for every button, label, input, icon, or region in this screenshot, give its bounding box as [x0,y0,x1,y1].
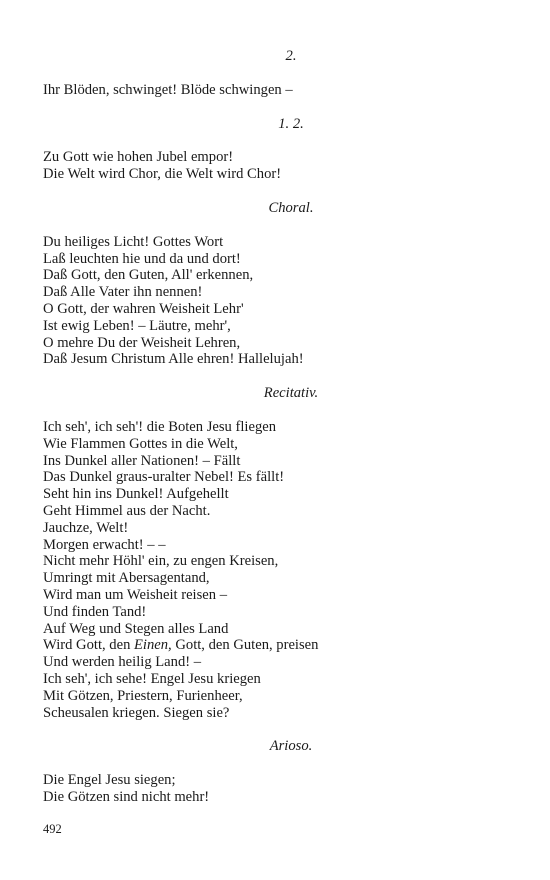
verse-line: Umringt mit Abersagentand, [43,570,210,587]
verse-line: Ich seh', ich seh'! die Boten Jesu fliegen [43,418,277,435]
verse-text: Wird Gott, den [43,637,135,654]
verse-line: Die Engel Jesu siegen; [43,772,176,789]
verse-line: Und finden Tand! [43,603,147,620]
verse-line: Daß Jesum Christum Alle ehren! Hallelujah! [43,351,304,368]
verse-line: Die Welt wird Chor, die Welt wird Chor! [43,166,282,183]
verse-line: Das Dunkel graus-uralter Nebel! Es fällt! [43,469,285,486]
verse-line: Ich seh', ich sehe! Engel Jesu kriegen [43,670,261,687]
verse-text: Gott, den Guten, preisen [171,637,319,654]
verse-line: Die Götzen sind nicht mehr! [43,788,210,805]
page-number: 492 [43,822,62,836]
verse-line: Jauchze, Welt! [43,519,129,536]
verse-line: Seht hin ins Dunkel! Aufgehellt [43,486,229,503]
verse-line: Nicht mehr Höhl' ein, zu engen Kreisen, [43,553,279,570]
verse-line: O mehre Du der Weisheit Lehren, [43,334,241,351]
verse-line: Ins Dunkel aller Nationen! – Fällt [43,452,241,469]
section-heading-1-2: 1. 2. [278,115,304,132]
verse-line: Scheusalen kriegen. Siegen sie? [43,704,230,721]
section-heading-choral: Choral. [268,199,314,216]
verse-line: Daß Alle Vater ihn nennen! [43,284,203,301]
verse-line: Ihr Blöden, schwinget! Blöde schwingen – [43,81,293,98]
verse-line-emphasis [43,637,503,654]
verse-line: Wird man um Weisheit reisen – [43,586,227,603]
verse-line: Morgen erwacht! – – [43,536,166,553]
verse-line: Mit Götzen, Priestern, Furienheer, [43,687,243,704]
verse-line: Daß Gott, den Guten, All' erkennen, [43,267,254,284]
verse-line: Wie Flammen Gottes in die Welt, [43,435,238,452]
verse-line: Du heiliges Licht! Gottes Wort [43,233,224,250]
section-heading-arioso: Arioso. [269,738,313,755]
emphasized-word: Einen, [134,637,172,654]
section-heading-2: 2. [285,48,297,64]
verse-line: Ist ewig Leben! – Läutre, mehr', [43,317,231,334]
verse-line: Und werden heilig Land! – [43,654,202,671]
document-page [43,48,503,806]
verse-line: Geht Himmel aus der Nacht. [43,502,211,519]
section-heading-recitativ: Recitativ. [263,385,319,402]
verse-line: Auf Weg und Stegen alles Land [43,620,229,637]
verse-line: Zu Gott wie hohen Jubel empor! [43,149,234,166]
verse-line: O Gott, der wahren Weisheit Lehr' [43,300,244,317]
verse-line: Laß leuchten hie und da und dort! [43,250,241,267]
